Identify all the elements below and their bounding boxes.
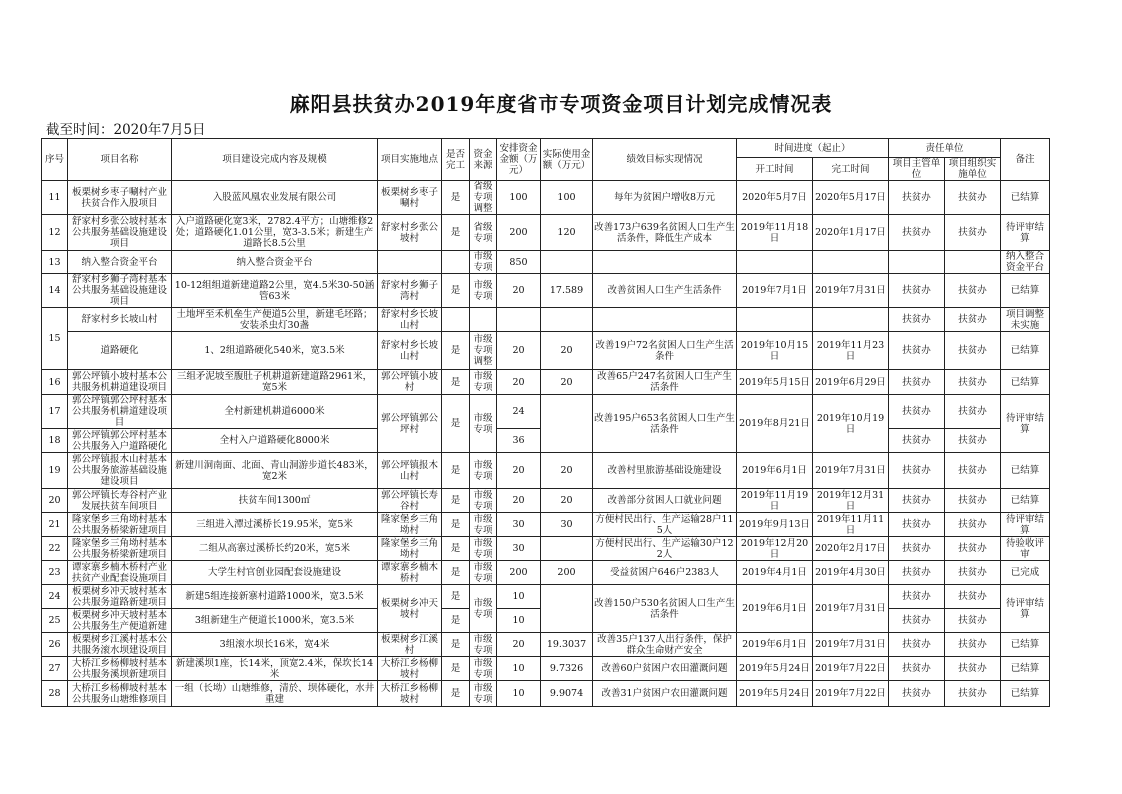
cell-start: [737, 251, 813, 274]
cell-source: [470, 308, 497, 332]
cell-name: 谭家寨乡楠木桥村产业扶贫产业配套设施项目: [68, 561, 172, 585]
cell-org: 扶贫办: [945, 274, 1001, 308]
cell-content: 一组（长坳）山塘维修，清於、坝体硬化，水井重建: [172, 681, 378, 707]
cell-arranged: 20: [497, 274, 541, 308]
cell-source: 市级专项: [470, 657, 497, 681]
cell-arranged: 36: [497, 429, 541, 453]
cell-actual: 30: [541, 513, 593, 537]
cell-location: 郭公坪镇小坡村: [378, 370, 442, 395]
cell-arranged: 20: [497, 332, 541, 370]
cell-seq: 24: [42, 585, 68, 609]
cell-content: 入股蓝风凰农业发展有限公司: [172, 181, 378, 215]
table-row: [42, 395, 1050, 429]
table-row: [42, 251, 1050, 274]
cell-arranged: 20: [497, 489, 541, 513]
cell-source: 市级专项: [470, 633, 497, 657]
table-row: [42, 561, 1050, 585]
cell-start: 2019年6月1日: [737, 633, 813, 657]
cell-actual: 9.7326: [541, 657, 593, 681]
cell-end: 2019年7月31日: [813, 585, 889, 633]
cell-completed: 是: [442, 633, 470, 657]
cell-note: 已结算: [1001, 453, 1050, 489]
cell-org: 扶贫办: [945, 370, 1001, 395]
cell-seq: 23: [42, 561, 68, 585]
cell-goal: [593, 251, 737, 274]
cell-completed: 是: [442, 332, 470, 370]
cell-goal: 改善35户137人出行条件，保护群众生命财产安全: [593, 633, 737, 657]
cell-note: 已结算: [1001, 181, 1050, 215]
cell-goal: 方便村民出行、生产运输30户122人: [593, 537, 737, 561]
cell-completed: 是: [442, 215, 470, 251]
cell-start: 2019年5月24日: [737, 657, 813, 681]
cell-start: 2019年5月24日: [737, 681, 813, 707]
cell-actual: 20: [541, 370, 593, 395]
cell-source: 市级专项: [470, 251, 497, 274]
cell-content: 新建溪坝1座，长14米，顶宽2.4米，保坎长14米: [172, 657, 378, 681]
cell-arranged: 30: [497, 513, 541, 537]
cell-content: 扶贫车间1300㎡: [172, 489, 378, 513]
cell-name: 舒家村乡狮子湾村基本公共服务基础设施建设项目: [68, 274, 172, 308]
cell-dept: 扶贫办: [889, 513, 945, 537]
cell-goal: 改善150户530名贫困人口生产生活条件: [593, 585, 737, 633]
cell-goal: 改善60户贫困户农田灌溉问题: [593, 657, 737, 681]
cell-note: 已结算: [1001, 633, 1050, 657]
cell-start: 2019年8月21日: [737, 395, 813, 453]
cell-end: 2019年7月22日: [813, 657, 889, 681]
cell-arranged: 20: [497, 370, 541, 395]
cell-content: 三组矛泥坡至腹肚子机耕道新建道路2961米，宽5米: [172, 370, 378, 395]
cell-dept: 扶贫办: [889, 609, 945, 633]
header-content: 项目建设完成内容及规模: [172, 139, 378, 181]
header-dept: 项目主管单位: [889, 158, 945, 181]
cell-arranged: 10: [497, 609, 541, 633]
cell-location: 舒家村乡长坡山村: [378, 332, 442, 370]
cell-org: 扶贫办: [945, 429, 1001, 453]
cell-seq: 17: [42, 395, 68, 429]
header-source: 资金来源: [470, 139, 497, 181]
header-location: 项目实施地点: [378, 139, 442, 181]
cell-completed: 是: [442, 513, 470, 537]
cell-source: 市级专项: [470, 274, 497, 308]
cell-org: 扶贫办: [945, 561, 1001, 585]
cell-source: 市级专项: [470, 395, 497, 453]
cell-seq: 25: [42, 609, 68, 633]
cell-completed: 是: [442, 274, 470, 308]
cell-org: 扶贫办: [945, 657, 1001, 681]
cell-source: 省级专项: [470, 215, 497, 251]
cell-arranged: 30: [497, 537, 541, 561]
cell-location: 郭公坪镇长寿谷村: [378, 489, 442, 513]
cell-dept: 扶贫办: [889, 561, 945, 585]
cell-location: 郭公坪镇报木山村: [378, 453, 442, 489]
cell-content: 新建5组连接新寨村道路1000米，宽3.5米: [172, 585, 378, 609]
cell-completed: 是: [442, 453, 470, 489]
cell-seq: 26: [42, 633, 68, 657]
cell-dept: 扶贫办: [889, 215, 945, 251]
cell-source: 市级专项: [470, 453, 497, 489]
cell-goal: 受益贫困户646户2383人: [593, 561, 737, 585]
cell-name: 郭公坪镇郭公坪村基本公共服务机耕道建设项目: [68, 395, 172, 429]
cell-source: 市级专项: [470, 489, 497, 513]
cell-end: [813, 251, 889, 274]
cell-completed: 是: [442, 370, 470, 395]
cell-dept: 扶贫办: [889, 274, 945, 308]
cell-completed: 是: [442, 395, 470, 453]
cell-seq: 16: [42, 370, 68, 395]
cell-note: 已结算: [1001, 332, 1050, 370]
cell-end: 2019年10月19日: [813, 395, 889, 453]
cell-content: 土地坪至禾机垒生产便道5公里，新建毛坯路；安装杀虫灯30盏: [172, 308, 378, 332]
cell-start: [737, 308, 813, 332]
table-row: [42, 308, 1050, 332]
cell-actual: 19.3037: [541, 633, 593, 657]
cell-actual: [541, 308, 593, 332]
table-row: [42, 453, 1050, 489]
cell-seq: 21: [42, 513, 68, 537]
cell-content: 二组从高寨过溪桥长约20米，宽5米: [172, 537, 378, 561]
cell-completed: 是: [442, 681, 470, 707]
cell-name: 舒家村乡张公坡村基本公共服务基础设施建设项目: [68, 215, 172, 251]
cell-goal: 改善村里旅游基础设施建设: [593, 453, 737, 489]
header-start: 开工时间: [737, 158, 813, 181]
cell-content: 3组新建生产便道长1000米，宽3.5米: [172, 609, 378, 633]
header-seq: 序号: [42, 139, 68, 181]
cell-seq: 19: [42, 453, 68, 489]
cell-location: 板栗树乡冲天坡村: [378, 585, 442, 633]
cell-completed: 是: [442, 609, 470, 633]
cell-location: 舒家村乡张公坡村: [378, 215, 442, 251]
cell-org: 扶贫办: [945, 633, 1001, 657]
cell-end: 2019年7月22日: [813, 681, 889, 707]
cell-actual: 20: [541, 453, 593, 489]
cell-end: 2019年7月31日: [813, 274, 889, 308]
cell-seq: 11: [42, 181, 68, 215]
cell-goal: 改善贫困人口生产生活条件: [593, 274, 737, 308]
cell-name: 隆家堡乡三角坳村基本公共服务桥梁新建项目: [68, 513, 172, 537]
cell-arranged: [497, 308, 541, 332]
cell-actual: [541, 395, 593, 453]
cell-note: 已结算: [1001, 657, 1050, 681]
cell-end: 2020年5月17日: [813, 181, 889, 215]
header-goal: 绩效目标实现情况: [593, 139, 737, 181]
header-completed: 是否完工: [442, 139, 470, 181]
cell-org: 扶贫办: [945, 181, 1001, 215]
cell-name: 板栗树乡冲天坡村基本公共服务生产便道新建: [68, 609, 172, 633]
cell-arranged: 100: [497, 181, 541, 215]
cell-seq: 22: [42, 537, 68, 561]
cell-dept: 扶贫办: [889, 585, 945, 609]
page-title: 麻阳县扶贫办2019年度省市专项资金项目计划完成情况表: [289, 92, 833, 116]
cell-start: 2019年6月1日: [737, 453, 813, 489]
cell-content: 全村新建机耕道6000米: [172, 395, 378, 429]
header-resp: 责任单位: [889, 139, 1001, 158]
cell-goal: 改善195户653名贫困人口生产生活条件: [593, 395, 737, 453]
cell-end: 2020年2月17日: [813, 537, 889, 561]
cell-actual: [541, 251, 593, 274]
cell-arranged: 10: [497, 657, 541, 681]
cell-dept: 扶贫办: [889, 181, 945, 215]
cell-completed: 是: [442, 537, 470, 561]
cell-seq: 28: [42, 681, 68, 707]
cell-completed: 是: [442, 657, 470, 681]
cell-name: 大桥江乡杨柳坡村基本公共服务溪坝新建项目: [68, 657, 172, 681]
table-row: [42, 181, 1050, 215]
cell-note: 待评审结算: [1001, 395, 1050, 453]
header-end: 完工时间: [813, 158, 889, 181]
cell-start: 2019年6月1日: [737, 585, 813, 633]
cell-location: 谭家寨乡楠木桥村: [378, 561, 442, 585]
cell-actual: 200: [541, 561, 593, 585]
cell-arranged: 850: [497, 251, 541, 274]
table-row: [42, 537, 1050, 561]
cell-start: 2019年5月15日: [737, 370, 813, 395]
cell-name: 隆家堡乡三角坳村基本公共服务桥梁新建项目: [68, 537, 172, 561]
cell-start: 2019年12月20日: [737, 537, 813, 561]
cell-dept: 扶贫办: [889, 370, 945, 395]
header-name: 项目名称: [68, 139, 172, 181]
cell-note: 纳入整合资金平台: [1001, 251, 1050, 274]
cell-seq: 27: [42, 657, 68, 681]
cell-location: 板栗树乡江溪村: [378, 633, 442, 657]
cell-location: 板栗树乡枣子唰村: [378, 181, 442, 215]
cell-name: 板栗树乡枣子唰村产业扶贫合作入股项目: [68, 181, 172, 215]
table-row: [42, 585, 1050, 609]
cell-note: 待评审结算: [1001, 513, 1050, 537]
cell-dept: 扶贫办: [889, 681, 945, 707]
cell-start: 2019年9月13日: [737, 513, 813, 537]
cell-start: 2019年7月1日: [737, 274, 813, 308]
cell-goal: 改善19户72名贫困人口生产生活条件: [593, 332, 737, 370]
table-row: [42, 370, 1050, 395]
cell-org: 扶贫办: [945, 395, 1001, 429]
cell-content: 3组滚水坝长16米，宽4米: [172, 633, 378, 657]
cell-org: 扶贫办: [945, 513, 1001, 537]
cell-arranged: 20: [497, 633, 541, 657]
cell-location: 大桥江乡杨柳坡村: [378, 657, 442, 681]
cell-seq: 18: [42, 429, 68, 453]
cell-arranged: 200: [497, 561, 541, 585]
header-org: 项目组织实施单位: [945, 158, 1001, 181]
cell-content: 纳入整合资金平台: [172, 251, 378, 274]
cell-arranged: 10: [497, 681, 541, 707]
cell-content: 大学生村官创业园配套设施建设: [172, 561, 378, 585]
cell-start: 2020年5月7日: [737, 181, 813, 215]
cell-start: 2019年11月19日: [737, 489, 813, 513]
cell-org: 扶贫办: [945, 215, 1001, 251]
cell-goal: 改善31户贫困户农田灌溉问题: [593, 681, 737, 707]
cell-arranged: 10: [497, 585, 541, 609]
cell-seq: 15: [42, 308, 68, 370]
cell-goal: 方便村民出行、生产运输28户115人: [593, 513, 737, 537]
cell-content: 新建川洞南面、北面、青山洞游步道长483米，宽2米: [172, 453, 378, 489]
cell-actual: 20: [541, 489, 593, 513]
cell-seq: 20: [42, 489, 68, 513]
cell-goal: 改善65户247名贫困人口生产生活条件: [593, 370, 737, 395]
cell-note: 已结算: [1001, 370, 1050, 395]
cell-end: 2020年1月17日: [813, 215, 889, 251]
cell-org: 扶贫办: [945, 489, 1001, 513]
cell-actual: [541, 537, 593, 561]
cell-content: 全村入户道路硬化8000米: [172, 429, 378, 453]
header-progress: 时间进度（起止）: [737, 139, 889, 158]
cell-name: 道路硬化: [68, 332, 172, 370]
cell-seq: 13: [42, 251, 68, 274]
table-row: [42, 657, 1050, 681]
cell-goal: 改善部分贫困人口就业问题: [593, 489, 737, 513]
table-row: [42, 215, 1050, 251]
cell-source: 市级专项调整: [470, 332, 497, 370]
cell-note: 已结算: [1001, 274, 1050, 308]
cell-seq: 14: [42, 274, 68, 308]
cell-source: 市级专项: [470, 585, 497, 633]
cell-note: 已完成: [1001, 561, 1050, 585]
cell-source: 市级专项: [470, 537, 497, 561]
cell-end: 2019年4月30日: [813, 561, 889, 585]
cell-start: 2019年10月15日: [737, 332, 813, 370]
cell-end: [813, 308, 889, 332]
cell-name: 板栗树乡冲天坡村基本公共服务道路新建项目: [68, 585, 172, 609]
cell-source: 市级专项: [470, 561, 497, 585]
cell-actual: 9.9074: [541, 681, 593, 707]
cell-dept: 扶贫办: [889, 537, 945, 561]
table-row: [42, 489, 1050, 513]
table-row: [42, 681, 1050, 707]
cell-dept: 扶贫办: [889, 395, 945, 429]
cell-start: 2019年4月1日: [737, 561, 813, 585]
cell-note: 待评审结算: [1001, 585, 1050, 633]
cell-completed: [442, 308, 470, 332]
cell-org: 扶贫办: [945, 453, 1001, 489]
cell-seq: 12: [42, 215, 68, 251]
cell-goal: 改善173户639名贫困人口生产生活条件，降低生产成本: [593, 215, 737, 251]
cell-completed: 是: [442, 181, 470, 215]
cell-arranged: 200: [497, 215, 541, 251]
cell-arranged: 24: [497, 395, 541, 429]
cell-source: 市级专项: [470, 370, 497, 395]
header-note: 备注: [1001, 139, 1050, 181]
cell-content: 入户道路硬化宽3米，2782.4平方；山塘维修2处；道路硬化1.01公里，宽3-3.5米；新建生产道路长8.5公里: [172, 215, 378, 251]
cell-arranged: 20: [497, 453, 541, 489]
cell-dept: 扶贫办: [889, 429, 945, 453]
cell-location: 隆家堡乡三角坳村: [378, 537, 442, 561]
cell-org: 扶贫办: [945, 681, 1001, 707]
table-row: [42, 633, 1050, 657]
cell-dept: [889, 251, 945, 274]
table-row: [42, 274, 1050, 308]
cell-completed: 是: [442, 561, 470, 585]
cell-content: 10-12组组道新建道路2公里，宽4.5米30-50涵管63米: [172, 274, 378, 308]
cell-actual: 120: [541, 215, 593, 251]
cell-name: 郭公坪镇长寿谷村产业发展扶贫车间项目: [68, 489, 172, 513]
cell-end: 2019年12月31日: [813, 489, 889, 513]
header-arranged: 安排资金金额（万元）: [497, 139, 541, 181]
cell-note: 项目调整未实施: [1001, 308, 1050, 332]
cell-completed: [442, 251, 470, 274]
cell-end: 2019年11月11日: [813, 513, 889, 537]
cell-end: 2019年11月23日: [813, 332, 889, 370]
cell-org: 扶贫办: [945, 537, 1001, 561]
cell-start: 2019年11月18日: [737, 215, 813, 251]
cell-actual: 20: [541, 332, 593, 370]
cell-completed: 是: [442, 585, 470, 609]
cell-end: 2019年7月31日: [813, 633, 889, 657]
cell-actual: [541, 585, 593, 633]
cell-name: 郭公坪镇报木山村基本公共服务旅游基础设施建设项目: [68, 453, 172, 489]
cell-source: 省级专项调整: [470, 181, 497, 215]
cell-location: [378, 251, 442, 274]
cell-goal: [593, 308, 737, 332]
cell-note: 已结算: [1001, 681, 1050, 707]
cell-org: [945, 251, 1001, 274]
cell-dept: 扶贫办: [889, 453, 945, 489]
cell-name: 板栗树乡江溪村基本公共服务滚水坝建设项目: [68, 633, 172, 657]
header-actual: 实际使用金额（万元）: [541, 139, 593, 181]
cutoff-date: 截至时间：2020年7月5日: [46, 122, 206, 138]
cell-content: 三组进入潭过溪桥长19.95米，宽5米: [172, 513, 378, 537]
cell-location: 郭公坪镇郭公坪村: [378, 395, 442, 453]
cell-actual: 17.589: [541, 274, 593, 308]
cell-location: 舒家村乡长坡山村: [378, 308, 442, 332]
cell-end: 2019年6月29日: [813, 370, 889, 395]
cell-name: 纳入整合资金平台: [68, 251, 172, 274]
cell-source: 市级专项: [470, 513, 497, 537]
cell-name: 舒家村乡长坡山村: [68, 308, 172, 332]
cell-location: 大桥江乡杨柳坡村: [378, 681, 442, 707]
project-table: [41, 138, 1050, 707]
cell-dept: 扶贫办: [889, 633, 945, 657]
cell-completed: 是: [442, 489, 470, 513]
cell-org: 扶贫办: [945, 332, 1001, 370]
cell-location: 舒家村乡狮子湾村: [378, 274, 442, 308]
cell-note: 待评审结算: [1001, 215, 1050, 251]
cell-org: 扶贫办: [945, 585, 1001, 609]
cell-dept: 扶贫办: [889, 657, 945, 681]
cell-dept: 扶贫办: [889, 489, 945, 513]
cell-source: 市级专项: [470, 681, 497, 707]
cell-name: 郭公坪镇小坡村基本公共服务机耕道建设项目: [68, 370, 172, 395]
table-row: [42, 513, 1050, 537]
cell-location: 隆家堡乡三角坳村: [378, 513, 442, 537]
cell-actual: 100: [541, 181, 593, 215]
cell-note: 已结算: [1001, 489, 1050, 513]
cell-note: 待验收评审: [1001, 537, 1050, 561]
cell-org: 扶贫办: [945, 308, 1001, 332]
cell-name: 大桥江乡杨柳坡村基本公共服务山塘维修项目: [68, 681, 172, 707]
cell-dept: 扶贫办: [889, 332, 945, 370]
cell-goal: 每年为贫困户增收8万元: [593, 181, 737, 215]
cell-dept: 扶贫办: [889, 308, 945, 332]
header-row: [42, 139, 1050, 158]
cell-content: 1、2组道路硬化540米，宽3.5米: [172, 332, 378, 370]
cell-org: 扶贫办: [945, 609, 1001, 633]
table-row: [42, 332, 1050, 370]
cell-end: 2019年7月31日: [813, 453, 889, 489]
cell-name: 郭公坪镇郭公坪村基本公共服务入户道路硬化: [68, 429, 172, 453]
